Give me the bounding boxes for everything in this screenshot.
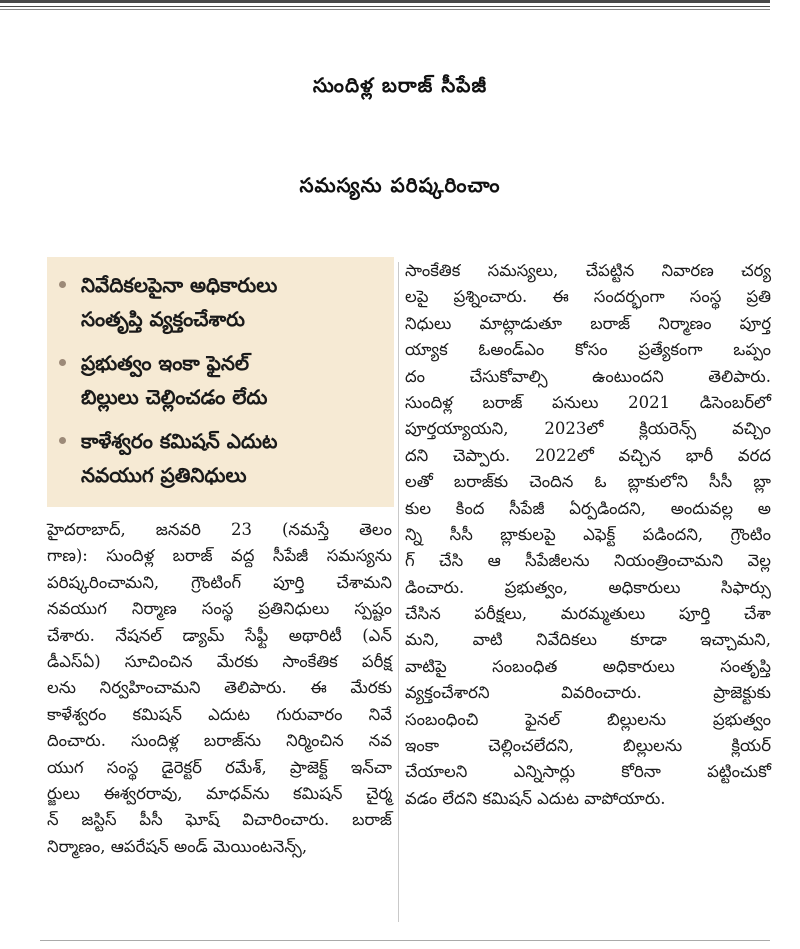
body-line: పరిష్కరించామని, గ్రౌంటింగ్ పూర్తి చేశామని <box>47 572 392 592</box>
body-line: గ్ చేసి ఆ సీపేజీలను నియంత్రించామని వెల్ల <box>405 551 771 571</box>
headline-line-2: సమస్యను పరిష్కరించాం <box>299 173 501 197</box>
bottom-rule <box>40 940 770 941</box>
body-line: నిర్మాణం, ఆపరేషన్ అండ్ మెయింటనెన్స్, <box>47 836 308 856</box>
body-line: డించారు. ప్రభుత్వం, అధికారులు సిఫార్సు <box>405 577 771 597</box>
body-line: పూర్తయ్యాయని, 2023లో క్లియరెన్స్ వచ్చిం <box>405 419 771 439</box>
body-line: దం చేసుకోవాల్సి ఉంటుందని తెలిపారు. <box>405 366 771 386</box>
body-line: మని, వాటి నివేదికలు కూడా ఇచ్చామని, <box>405 630 771 650</box>
bullet-dot-icon <box>59 281 66 288</box>
body-line: సంబంధించి ఫైనల్ బిల్లులను ప్రభుత్వం <box>405 709 771 729</box>
top-rule-thin <box>0 6 770 7</box>
body-line: యుగ సంస్థ డైరెక్టర్ రమేశ్, ప్రాజెక్ట్ ఇన్‌చా <box>47 757 392 777</box>
body-line: కాళేశ్వరం కమిషన్ ఎదుట గురువారం నివే <box>47 704 392 724</box>
body-line: సుందిళ్ల బరాజ్ పనులు 2021 డిసెంబర్‌లో <box>405 392 771 412</box>
top-rule <box>0 0 770 3</box>
highlight-line: కాళేశ్వరం కమిషన్ ఎదుట <box>81 429 278 453</box>
article-body-left <box>47 517 392 860</box>
body-line: దించారు. సుందిళ్ల బరాజ్‌ను నిర్మించిన నవ <box>47 731 392 751</box>
body-line: లను నిర్వహించామని తెలిపారు. ఈ మేరకు <box>47 678 392 698</box>
highlight-line: నవయుగ ప్రతినిధులు <box>81 463 247 487</box>
body-line: వాటిపై సంబంధిత అధికారులు సంతృప్తి <box>405 656 771 676</box>
body-line: నిధులు మాట్లాడుతూ బరాజ్ నిర్మాణం పూర్త <box>405 313 771 333</box>
body-line: చేశారు. నేషనల్ డ్యామ్ సేఫ్టీ అథారిటీ (ఎన్ <box>47 625 392 645</box>
body-line: న్ని సీసీ బ్లాకులపై ఎఫెక్ట్ పడిందని, గ్రౌంటిం <box>405 524 771 544</box>
headline-line-1: సుందిళ్ల బరాజ్ సీపేజీ <box>312 73 488 97</box>
highlight-line: ప్రభుత్వం ఇంకా ఫైనల్ <box>81 351 250 375</box>
body-line: వ్యక్తంచేశారని వివరించారు. ప్రాజెక్టుకు <box>405 683 771 703</box>
article-body-right <box>405 258 771 812</box>
body-line: య్యాక ఓఅండ్ఎం కోసం ప్రత్యేకంగా ఒప్పం <box>405 340 771 360</box>
body-line: హైదరాబాద్, జనవరి 23 (నమస్తే తెలం <box>47 520 392 539</box>
body-line: ఇంకా చెల్లించలేదని, బిల్లులను క్లియర్ <box>405 736 771 756</box>
body-line: నవయుగ నిర్మాణ సంస్థ ప్రతినిధులు స్పష్టం <box>47 599 392 619</box>
highlight-line: నివేదికలపైనా అధికారులు <box>81 273 278 297</box>
body-line: న్ జస్టిస్ పీసీ ఘోష్ విచారించారు. బరాజ్ <box>47 810 392 830</box>
top-rule-light <box>0 9 770 10</box>
bullet-dot-icon <box>59 437 66 444</box>
body-line: డీఎస్ఏ) సూచించిన మేరకు సాంకేతిక పరీక్ష <box>47 651 392 671</box>
highlights-box <box>47 257 394 507</box>
body-line: కుల కింద సీపేజీ ఏర్పడిందని, అందువల్ల అ <box>405 498 771 518</box>
body-line: లతో బరాజ్‌కు చెందిన ఓ బ్లాకులోని సీసీ బ్లా <box>405 472 771 492</box>
bullet-dot-icon <box>59 359 66 366</box>
body-line: వడం లేదని కమిషన్ ఎదుట వాపోయారు. <box>405 788 666 808</box>
body-line: దని చెప్పారు. 2022లో వచ్చిన భారీ వరద <box>405 445 771 465</box>
body-line: ర్జులు ఈశ్వరరావు, మాధవ్‌ను కమిషన్ చైర్మ <box>47 783 392 803</box>
body-line: సాంకేతిక సమస్యలు, చేపట్టిన నివారణ చర్య <box>405 261 771 280</box>
body-line: చేయాలని ఎన్నిసార్లు కోరినా పట్టించుకో <box>405 762 771 782</box>
highlight-line: సంతృప్తి వ్యక్తంచేశారు <box>81 307 245 331</box>
body-line: గాణ): సుందిళ్ల బరాజ్ వద్ద సీపేజీ సమస్యను <box>47 546 392 566</box>
body-line: లపై ప్రశ్నించారు. ఈ సందర్భంగా సంస్థ ప్రతి <box>405 287 771 307</box>
body-line: చేసిన పరీక్షలు, మరమ్మతులు పూర్తి చేశా <box>405 604 771 624</box>
highlight-line: బిల్లులు చెల్లించడం లేదు <box>81 385 268 409</box>
column-divider <box>398 262 399 922</box>
